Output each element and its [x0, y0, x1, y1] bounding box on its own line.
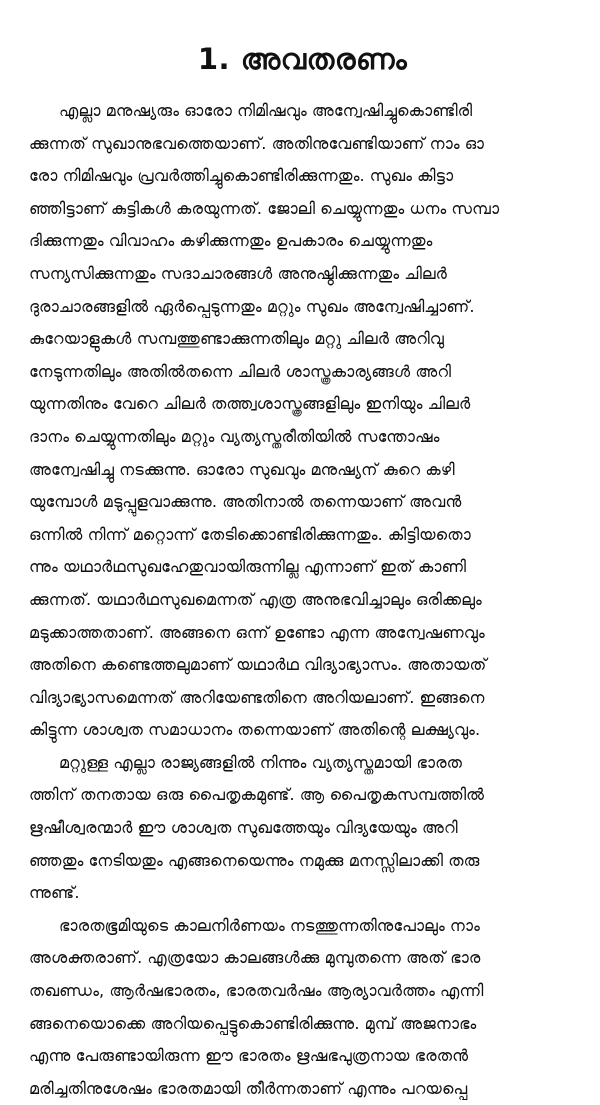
text-line: ഭാരതഭൂമിയുടെ കാലനിർണയം നടത്തുന്നതിനുപോലും നാം [59, 915, 480, 935]
text-line: നേടുന്നതിലും അതിൽതന്നെ ചിലർ ശാസ്ത്രകാര്യങ്ങൾ അറി [29, 361, 451, 381]
text-line: ത്തിന് തനതായ ഒരു പൈതൃകമുണ്ട്. ആ പൈതൃകസമ്പത്തിൽ [29, 785, 485, 805]
chapter-body [29, 95, 576, 1105]
text-line: മറ്റുള്ള എല്ലാ രാജ്യങ്ങളിൽ നിന്നും വ്യത്യസ്തമായി ഭാരത [59, 752, 463, 772]
text-line: യുമ്പോൾ മടുപ്പുളവാക്കുന്നു. അതിനാൽ തന്നെയാണ് അവൻ [29, 492, 462, 512]
chapter-number: 1. [197, 42, 231, 76]
text-line: ഞ്ഞിട്ടാണ് കുട്ടികൾ കരയുന്നത്. ജോലി ചെയ്യുന്നതും ധനം സമ്പാ [29, 198, 500, 218]
text-line: ന്നുണ്ട്. [29, 883, 80, 903]
chapter-title: അവതരണം [240, 42, 408, 76]
text-line: ഞ്ഞതും നേടിയതും എങ്ങനെയെന്നും നമുക്കു മനസ്സിലാക്കി തരു [29, 850, 480, 870]
text-line: ക്കുന്നത്. യഥാർഥസുഖമെന്നത് എത്ര അനുഭവിച്ചാലും ഒരിക്കലും [29, 589, 482, 609]
text-line: വിദ്യാഭ്യാസമെന്നത് അറിയേണ്ടതിനെ അറിയലാണ്. ഇങ്ങനെ [29, 687, 485, 707]
text-line: ഒന്നിൽ നിന്ന് മറ്റൊന്ന് തേടിക്കൊണ്ടിരിക്കുന്നതും. കിട്ടിയതൊ [29, 524, 471, 544]
text-line: അശക്തരാണ്. എത്രയോ കാലങ്ങൾക്കു മുമ്പുതന്നെ അത് ഭാര [29, 948, 481, 968]
text-line: രോ നിമിഷവും പ്രവർത്തിച്ചുകൊണ്ടിരിക്കുന്നതും. സുഖം കിട്ടാ [29, 166, 454, 186]
text-line: ദാനം ചെയ്യുന്നതിലും മറ്റും വ്യത്യസ്തരീതിയിൽ സന്തോഷം [29, 426, 440, 446]
text-line: അതിനെ കണ്ടെത്തലുമാണ് യഥാർഥ വിദ്യാഭ്യാസം. അതായത് [29, 655, 487, 675]
text-line: കിട്ടുന്ന ശാശ്വത സമാധാനം തന്നെയാണ് അതിന്റെ ലക്ഷ്യവും. [29, 720, 481, 740]
text-line: ദുരാചാരങ്ങളിൽ ഏർപ്പെടുന്നതും മറ്റും സുഖം അന്വേഷിച്ചാണ്. [29, 296, 475, 316]
text-line: ന്നും യഥാർഥസുഖഹേതുവായിരുന്നില്ല എന്നാണ് ഇത് കാണി [29, 557, 466, 577]
text-line: മടുക്കാത്തതാണ്. അങ്ങനെ ഒന്ന് ഉണ്ടോ എന്ന അന്വേഷണവും [29, 622, 485, 642]
text-line: ഋഷീശ്വരന്മാർ ഈ ശാശ്വത സുഖത്തേയും വിദ്യയേയും അറി [29, 818, 458, 838]
paragraph [29, 95, 576, 747]
chapter-heading [29, 40, 576, 78]
text-line: സന്യസിക്കുന്നതും സദാചാരങ്ങൾ അനുഷ്ഠിക്കുന്നതും ചിലർ [29, 263, 448, 283]
text-line: ക്കുന്നത് സുഖാനുഭവത്തെയാണ്. അതിനുവേണ്ടിയാണ് നാം ഓ [29, 133, 485, 153]
text-line: ദിക്കുന്നതും വിവാഹം കഴിക്കുന്നതും ഉപകാരം ചെയ്യുന്നതും [29, 231, 433, 251]
paragraph [29, 747, 576, 910]
text-line: തഖണ്ഡം, ആർഷഭാരതം, ഭാരതവർഷം ആര്യാവർത്തം എന്നി [29, 981, 484, 1001]
text-line: യുന്നതിനും വേറെ ചിലർ തത്ത്വശാസ്ത്രങ്ങളിലും ഇനിയും ചിലർ [29, 394, 471, 414]
text-line: മരിച്ചതിനുശേഷം ഭാരതമായി തീർന്നതാണ് എന്നും പറയപ്പെ [29, 1078, 468, 1098]
text-line: ങ്ങനെയൊക്കെ അറിയപ്പെട്ടുകൊണ്ടിരിക്കുന്നു. മുമ്പ് അജനാഭം [29, 1013, 477, 1033]
paragraph [29, 910, 576, 1105]
text-line: എല്ലാ മനുഷ്യരും ഓരോ നിമിഷവും അന്വേഷിച്ചുകൊണ്ടിരി [59, 101, 473, 120]
text-line: അന്വേഷിച്ചു നടക്കുന്നു. ഓരോ സുഖവും മനുഷ്യന് കുറെ കഴി [29, 459, 455, 479]
text-line: കുറേയാളുകൾ സമ്പത്തുണ്ടാക്കുന്നതിലും മറ്റു ചിലർ അറിവു [29, 329, 445, 349]
text-line: എന്നു പേരുണ്ടായിരുന്ന ഈ ഭാരതം ഋഷഭപുത്രനായ ഭരതൻ [29, 1046, 469, 1066]
